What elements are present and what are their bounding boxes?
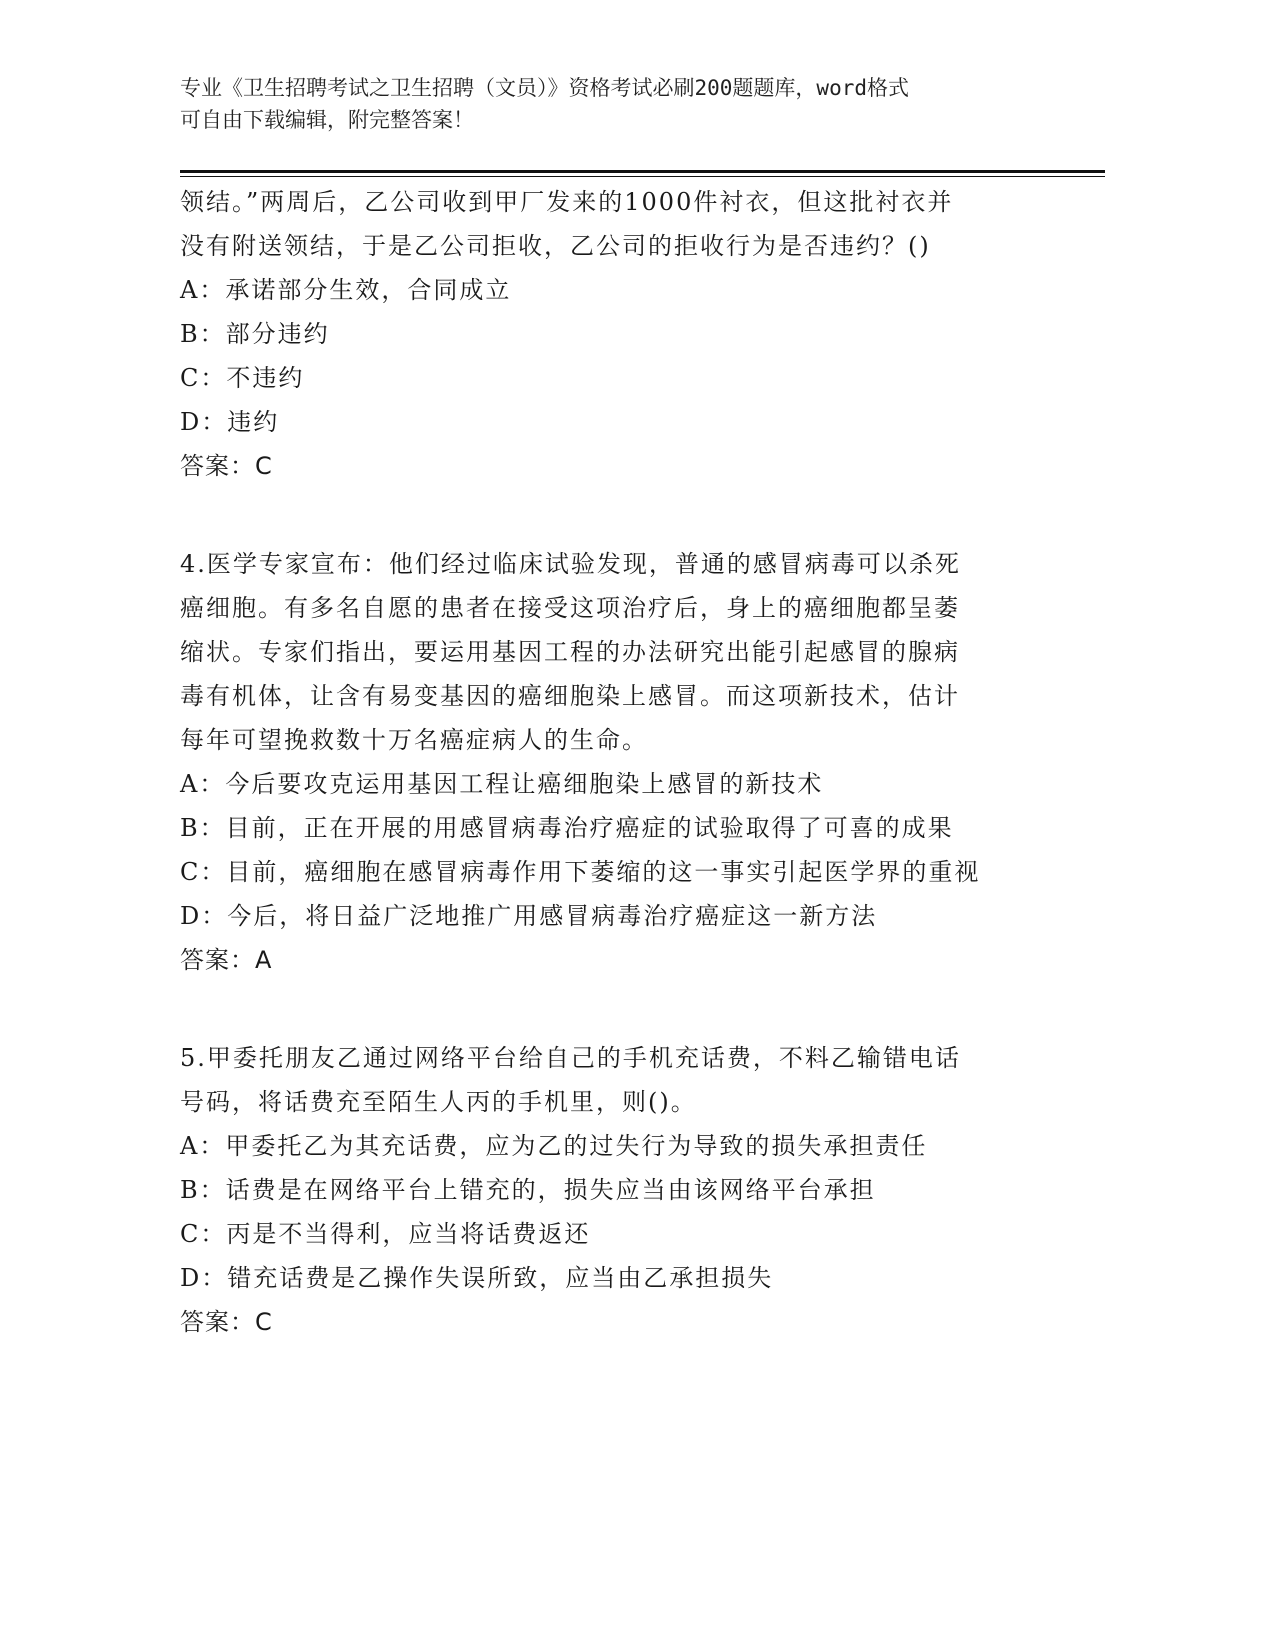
question-stem-line: 没有附送领结，于是乙公司拒收，乙公司的拒收行为是否违约？() [180,232,931,260]
question-spacer [180,982,1060,1036]
header-divider-thick [180,170,1105,173]
question-3 [180,180,1060,488]
option-d: D：错充话费是乙操作失误所致，应当由乙承担损失 [180,1264,774,1292]
option-b: B：目前，正在开展的用感冒病毒治疗癌症的试验取得了可喜的成果 [180,814,954,842]
question-spacer [180,488,1060,542]
option-a: A：承诺部分生效，合同成立 [180,276,512,304]
question-stem-line: 号码，将话费充至陌生人丙的手机里，则()。 [180,1088,697,1116]
option-d: D：违约 [180,408,280,436]
question-content [180,180,1060,1344]
option-d: D：今后，将日益广泛地推广用感冒病毒治疗癌症这一新方法 [180,902,878,930]
option-b: B：话费是在网络平台上错充的，损失应当由该网络平台承担 [180,1176,876,1204]
option-a: A：甲委托乙为其充话费，应为乙的过失行为导致的损失承担责任 [180,1132,928,1160]
option-c: C：丙是不当得利，应当将话费返还 [180,1220,591,1248]
option-c: C：不违约 [180,364,305,392]
option-a: A：今后要攻克运用基因工程让癌细胞染上感冒的新技术 [180,770,824,798]
option-b: B：部分违约 [180,320,330,348]
header-divider-thin [180,176,1105,177]
header-line-2: 可自由下载编辑，附完整答案！ [180,108,474,132]
answer-line: 答案：C [180,1308,273,1336]
question-stem-line: 缩状。专家们指出，要运用基因工程的办法研究出能引起感冒的腺病 [180,638,960,666]
question-stem-line: 癌细胞。有多名自愿的患者在接受这项治疗后，身上的癌细胞都呈萎 [180,594,960,622]
question-stem-line: 5.甲委托朋友乙通过网络平台给自己的手机充话费，不料乙输错电话 [180,1044,961,1072]
question-stem-line: 毒有机体，让含有易变基因的癌细胞染上感冒。而这项新技术，估计 [180,682,960,710]
question-5 [180,1036,1060,1344]
question-stem-line: 4.医学专家宣布：他们经过临床试验发现，普通的感冒病毒可以杀死 [180,550,961,578]
answer-line: 答案：C [180,452,273,480]
document-header [180,72,1040,136]
header-line-1: 专业《卫生招聘考试之卫生招聘（文员）》资格考试必刷200题题库，word格式 [180,76,909,100]
question-stem-line: 领结。”两周后，乙公司收到甲厂发来的1000件衬衣，但这批衬衣并 [180,188,954,216]
question-4 [180,542,1060,982]
question-stem-line: 每年可望挽救数十万名癌症病人的生命。 [180,726,648,754]
answer-line: 答案：A [180,946,273,974]
option-c: C：目前，癌细胞在感冒病毒作用下萎缩的这一事实引起医学界的重视 [180,858,981,886]
